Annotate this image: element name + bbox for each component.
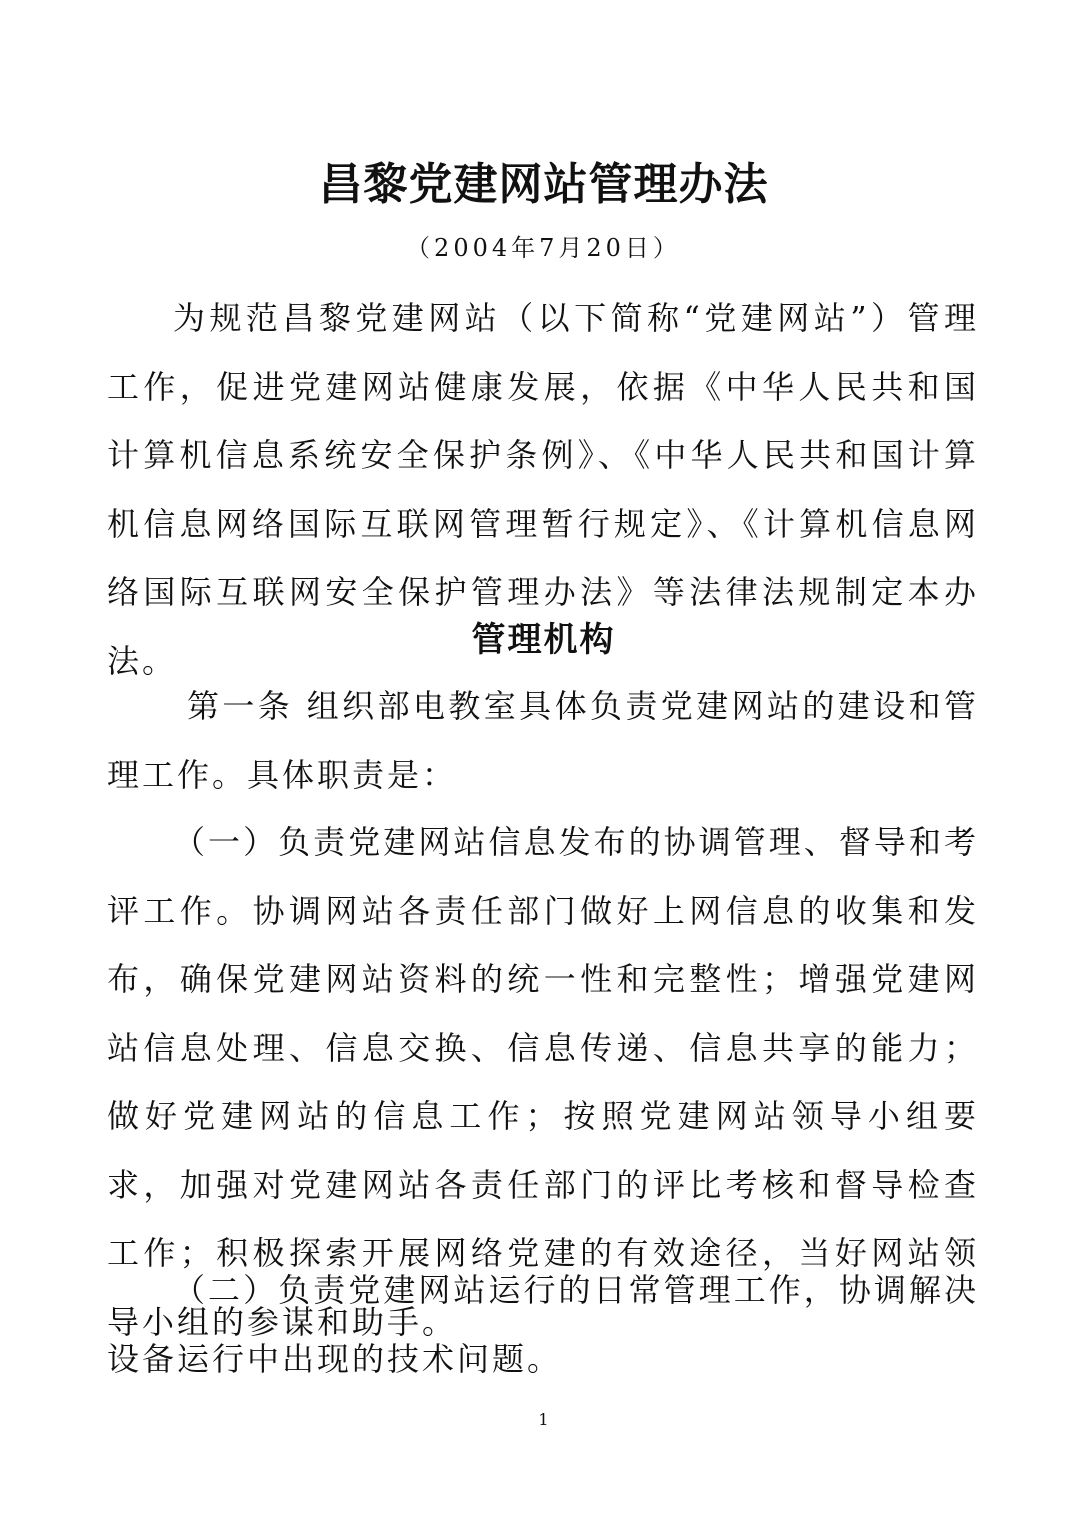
article-1-paragraph: 第一条 组织部电教室具体负责党建网站的建设和管理工作。具体职责是： xyxy=(107,687,979,794)
item-2-paragraph: （二）负责党建网站运行的日常管理工作，协调解决设备运行中出现的技术问题。 xyxy=(107,1271,979,1378)
item-1-paragraph: （一）负责党建网站信息发布的协调管理、督导和考评工作。协调网站各责任部门做好上网信息的收集和发布，确保党建网站资料的统一性和完整性；增强党建网站信息处理、信息交换、信息传递、信息共享的能力；做好党建网站的信息工作；按照党建网站领导小组要求，加强对党建网站各责任部门的评比考核和督导检查工作；积极探索开展网络党建的有效途径，当好网站领导小组的参谋和助手。 xyxy=(107,823,979,1341)
page-number: 1 xyxy=(538,1410,549,1429)
document-title: 昌黎党建网站管理办法 xyxy=(318,159,769,210)
section-heading: 管理机构 xyxy=(471,620,616,660)
document-date: （2004年7月20日） xyxy=(406,234,681,262)
intro-paragraph: 为规范昌黎党建网站（以下简称“党建网站”）管理工作，促进党建网站健康发展，依据《中华人民共和国计算机信息系统安全保护条例》、《中华人民共和国计算机信息网络国际互联网管理暂行规定》、《计算机信息网络国际互联网安全保护管理办法》等法律法规制定本办法。 xyxy=(107,299,979,680)
